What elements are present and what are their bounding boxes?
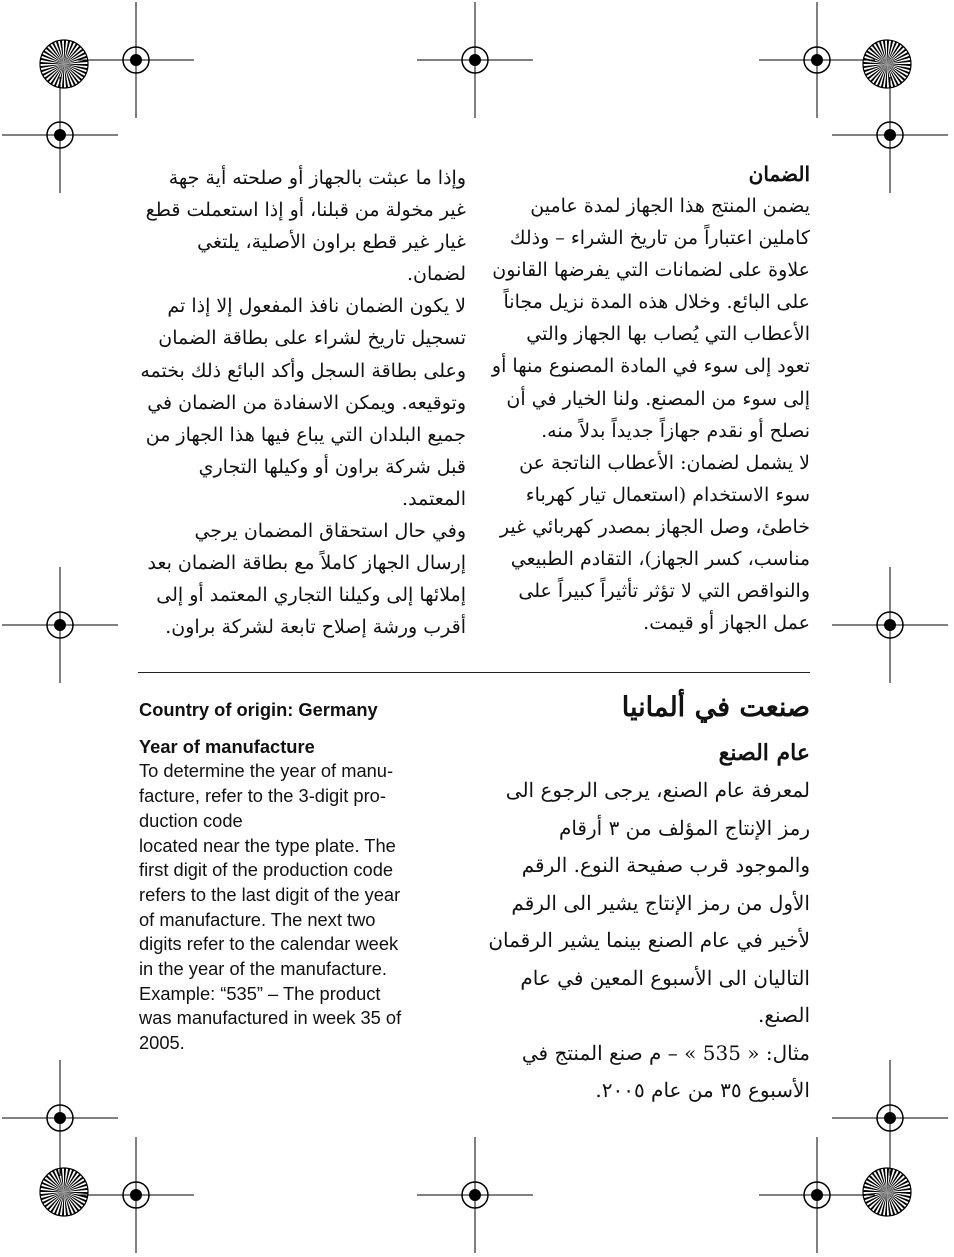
registration-mark-icon (78, 1137, 194, 1253)
registration-mark-icon (78, 2, 194, 118)
year-heading: Year of manufacture (139, 735, 315, 757)
year-intro-line: To determine the year of manu- (139, 760, 394, 782)
registration-mark-icon (759, 1137, 875, 1253)
warranty-tamper-paragraph: وإذا ما عبثت بالجهاز أو صلحته أية جهة غير مخولة من قبلنا، أو إذا استعملت قطع غيار غير قطع براون الأصلية، يلتغي لضمان. (145, 167, 466, 286)
starburst-target-icon (40, 1168, 88, 1216)
registration-mark-icon (832, 567, 948, 683)
example-line: Example: “535” – The product (139, 982, 381, 1004)
example-line: 2005. (139, 1032, 185, 1054)
warranty-column-left (140, 162, 466, 643)
registration-mark-icon (2, 1060, 118, 1176)
section-divider (138, 672, 810, 673)
starburst-target-icon (40, 40, 88, 88)
country-of-origin: Country of origin: Germany (139, 699, 378, 720)
year-body-line: digits refer to the calendar week (139, 933, 399, 955)
registration-mark-icon (2, 567, 118, 683)
year-body-line: of manufacture. The next two (139, 908, 376, 930)
warranty-claim-paragraph: وفي حال استحقاق المضمان يرجي إرسال الجهاز كاملاً مع بطاقة الضمان بعد إملائها إلى وكيلنا التجاري المعتمد أو إلى أقرب ورشة إصلاح تابعة لشركة براون. (147, 520, 466, 639)
starburst-target-icon (863, 1168, 911, 1216)
warranty-column-right (488, 158, 810, 639)
registration-mark-icon (2, 77, 118, 193)
year-body-line: first digit of the production code (139, 859, 394, 881)
registration-mark-icon (417, 1137, 533, 1253)
registration-mark-icon (832, 77, 948, 193)
year-body-line: refers to the last digit of the year (139, 883, 401, 905)
year-body-line: located near the type plate. The (139, 834, 396, 856)
warranty-exclusions-paragraph: لا يشمل لضمان: الأعطاب الناتجة عن سوء الاستخدام (استعمال تيار كهرباء خاطئ، وصل الجهاز بمصدر كهربائي غير مناسب، كسر الجهاز)، التقادم الطبيعي والنواقص التي لا تؤثر تأثيراً كبيراً على عمل الجهاز أو قيمت. (499, 451, 810, 635)
warranty-heading: الضمان (748, 162, 810, 186)
example-line: was manufactured in week 35 of (139, 1007, 402, 1029)
year-heading-arabic: عام الصنع (718, 740, 810, 766)
registration-mark-icon (832, 1060, 948, 1176)
year-example-arabic: مثال: « 535 » – م صنع المنتج في الأسبوع ٣٥ من عام ٢٠٠٥. (521, 1040, 810, 1102)
origin-column-english (139, 698, 459, 1056)
registration-mark-icon (759, 2, 875, 118)
year-intro-line: facture, refer to the 3-digit pro- (139, 785, 386, 807)
origin-column-arabic (488, 688, 810, 1110)
origin-title-arabic: صنعت في ألمانيا (621, 692, 810, 723)
warranty-validity-paragraph: لا يكون الضمان نافذ المفعول إلا إذا تم تسجيل تاريخ لشراء على بطاقة الضمان وعلى بطاقة السجل وأكد البائع ذلك بختمه وتوقيعه. ويمكن الاسفادة من الضمان في جميع البلدان التي يباع فيها هذا الجهاز من قبل شركة براون أو وكيلها التجاري المعتمد. (140, 295, 466, 510)
year-body-line: in the year of the manufacture. (139, 958, 387, 980)
warranty-paragraph: يضمن المنتج هذا الجهاز لمدة عامين كاملين اعتباراً من تاريخ الشراء – وذلك علاوة على لضمانات التي يفرضها القانون على البائع. وخلال هذه المدة نزيل مجاناً الأعطاب التي يُصاب بها الجهاز والتي تعود إلى سوء في المادة المصنوع منها أو إلى سوء من المصنع. ولنا الخيار في أن نصلح أو نقدم جهازاً جديداً بدلاً منه. (491, 195, 810, 442)
year-intro-line: duction code (139, 809, 243, 831)
starburst-target-icon (863, 40, 911, 88)
year-body-arabic: لمعرفة عام الصنع، يرجى الرجوع الى رمز الإنتاج المؤلف من ٣ أرقام والموجود قرب صفيحة النوع. الرقم الأول من رمز الإنتاج يشير الى الرقم لأخير في عام الصنع بينما يشير الرقمان التاليان الى الأسبوع المعين في عام الصنع. (488, 778, 810, 1027)
registration-mark-icon (417, 2, 533, 118)
